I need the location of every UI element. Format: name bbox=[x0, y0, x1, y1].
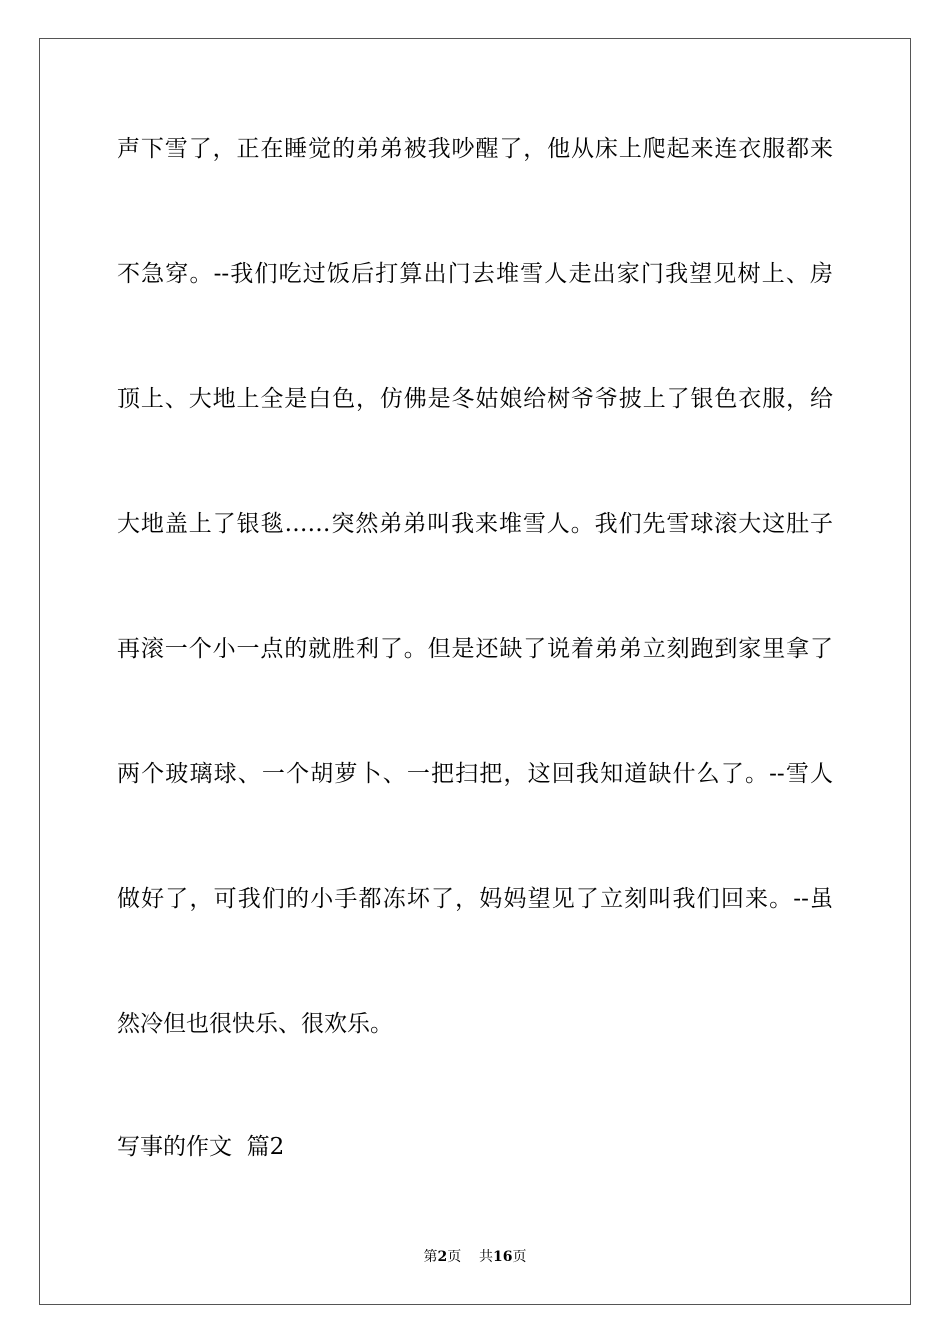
total-pages: 16 bbox=[493, 1249, 513, 1265]
body-line: 声下雪了，正在睡觉的弟弟被我吵醒了，他从床上爬起来连衣服都来 bbox=[117, 136, 833, 162]
body-line: 大地盖上了银毯……突然弟弟叫我来堆雪人。我们先雪球滚大这肚子 bbox=[117, 511, 833, 537]
page-footer bbox=[0, 1248, 950, 1266]
page-suffix: 页 bbox=[447, 1249, 462, 1265]
total-prefix: 共 bbox=[479, 1249, 494, 1265]
page-border bbox=[39, 38, 911, 1305]
body-line: 两个玻璃球、一个胡萝卜、一把扫把，这回我知道缺什么了。--雪人 bbox=[117, 761, 833, 787]
body-line: 再滚一个小一点的就胜利了。但是还缺了说着弟弟立刻跑到家里拿了 bbox=[117, 636, 833, 662]
section-heading: 写事的作文 篇2 bbox=[117, 1134, 285, 1160]
page-number: 2 bbox=[437, 1249, 448, 1265]
body-line: 做好了，可我们的小手都冻坏了，妈妈望见了立刻叫我们回来。--虽 bbox=[117, 886, 833, 912]
body-line: 然冷但也很快乐、很欢乐。 bbox=[117, 1011, 393, 1037]
total-suffix: 页 bbox=[512, 1249, 527, 1265]
body-line: 顶上、大地上全是白色，仿佛是冬姑娘给树爷爷披上了银色衣服，给 bbox=[117, 386, 833, 412]
body-line: 不急穿。--我们吃过饭后打算出门去堆雪人走出家门我望见树上、房 bbox=[117, 261, 833, 287]
page-prefix: 第 bbox=[423, 1249, 438, 1265]
